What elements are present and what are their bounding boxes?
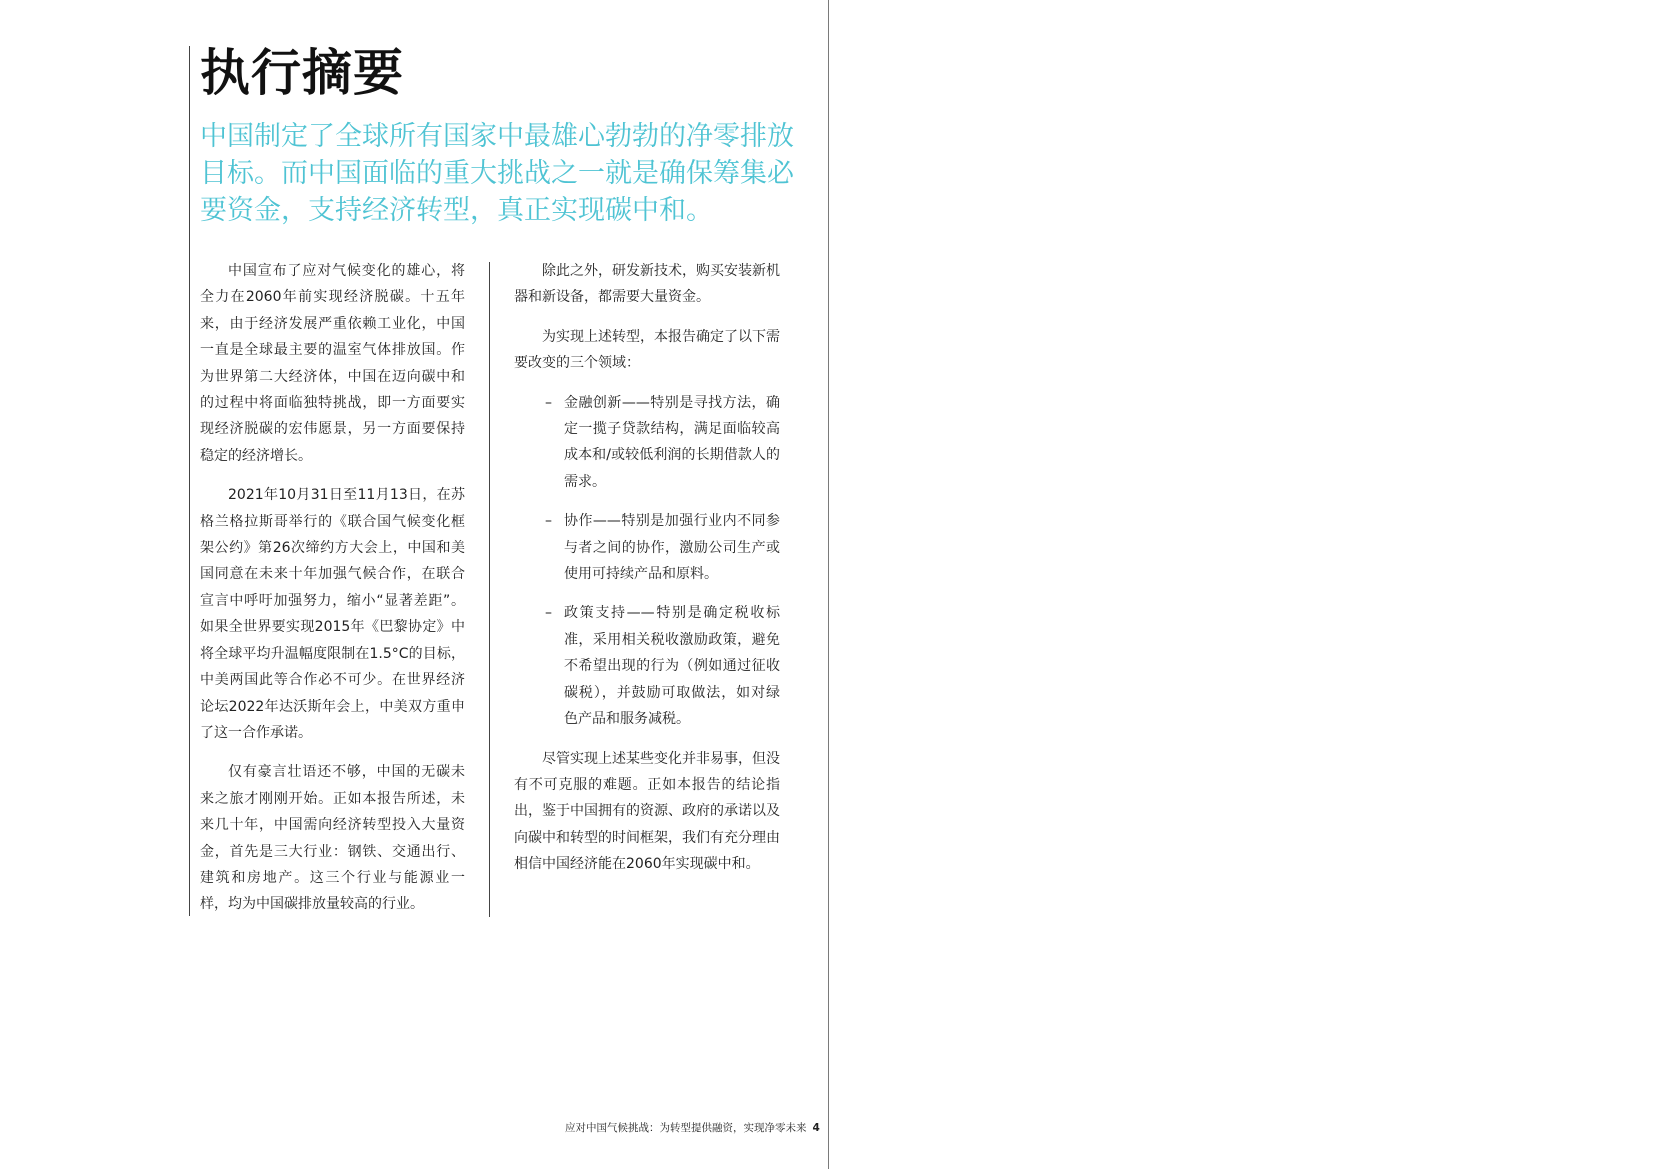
lede-summary: 中国制定了全球所有国家中最雄心勃勃的净零排放目标。而中国面临的重大挑战之一就是确保筹集必要资金，支持经济转型，真正实现碳中和。	[200, 121, 794, 226]
list-item	[514, 390, 780, 496]
body-paragraph: 除此之外，研发新技术，购买安装新机器和新设备，都需要大量资金。	[514, 263, 780, 306]
bullet-dash: –	[545, 394, 552, 411]
right-column	[514, 258, 780, 891]
list-item-text: 政策支持——特别是确定税收标准，采用相关税收激励政策，避免不希望出现的行为（例如通过征收碳税），并鼓励可取做法，如对绿色产品和服务减税。	[564, 605, 780, 728]
body-paragraph: 为实现上述转型，本报告确定了以下需要改变的三个领域：	[514, 328, 780, 372]
page-footer	[565, 1120, 820, 1135]
list-item-text: 金融创新——特别是寻找方法，确定一揽子贷款结构，满足面临较高成本和/或较低利润的长期借款人的需求。	[564, 394, 780, 490]
body-paragraph: 中国宣布了应对气候变化的雄心，将全力在2060年前实现经济脱碳。十五年来，由于经济发展严重依赖工业化，中国一直是全球最主要的温室气体排放国。作为世界第二大经济体，中国在迈向碳中和的过程中将面临独特挑战，即一方面要实现经济脱碳的宏伟愿景，另一方面要保持稳定的经济增长。	[200, 263, 465, 464]
page-spread-divider	[828, 0, 829, 1169]
bullet-dash: –	[545, 605, 552, 622]
left-column	[200, 258, 465, 931]
body-paragraph: 尽管实现上述某些变化并非易事，但没有不可克服的难题。正如本报告的结论指出，鉴于中国拥有的资源、政府的承诺以及向碳中和转型的时间框架，我们有充分理由相信中国经济能在2060年实现碳中和。	[514, 750, 780, 873]
list-item	[514, 600, 780, 732]
page-number: 4	[812, 1122, 820, 1134]
focus-areas-list	[514, 390, 780, 733]
bullet-dash: –	[545, 513, 552, 530]
list-item-text: 协作——特别是加强行业内不同参与者之间的协作，激励公司生产或使用可持续产品和原料。	[564, 513, 780, 583]
body-paragraph: 仅有豪言壮语还不够，中国的无碳未来之旅才刚刚开始。正如本报告所述，未来几十年，中国需向经济转型投入大量资金，首先是三大行业：钢铁、交通出行、建筑和房地产。这三个行业与能源业一样，均为中国碳排放量较高的行业。	[200, 764, 465, 913]
body-paragraph: 2021年10月31日至11月13日，在苏格兰格拉斯哥举行的《联合国气候变化框架公约》第26次缔约方大会上，中国和美国同意在未来十年加强气候合作，在联合宣言中呼吁加强努力，缩小“显著差距”。如果全世界要实现2015年《巴黎协定》中将全球平均升温幅度限制在1.5°C的目标，中美两国此等合作必不可少。在世界经济论坛2022年达沃斯年会上，中美双方重申了这一合作承诺。	[200, 487, 465, 741]
list-item	[514, 508, 780, 587]
footer-title: 应对中国气候挑战：为转型提供融资，实现净零未来	[565, 1122, 807, 1134]
left-margin-rule	[189, 46, 190, 916]
page-title: 执行摘要	[200, 43, 404, 102]
column-divider	[489, 262, 490, 917]
